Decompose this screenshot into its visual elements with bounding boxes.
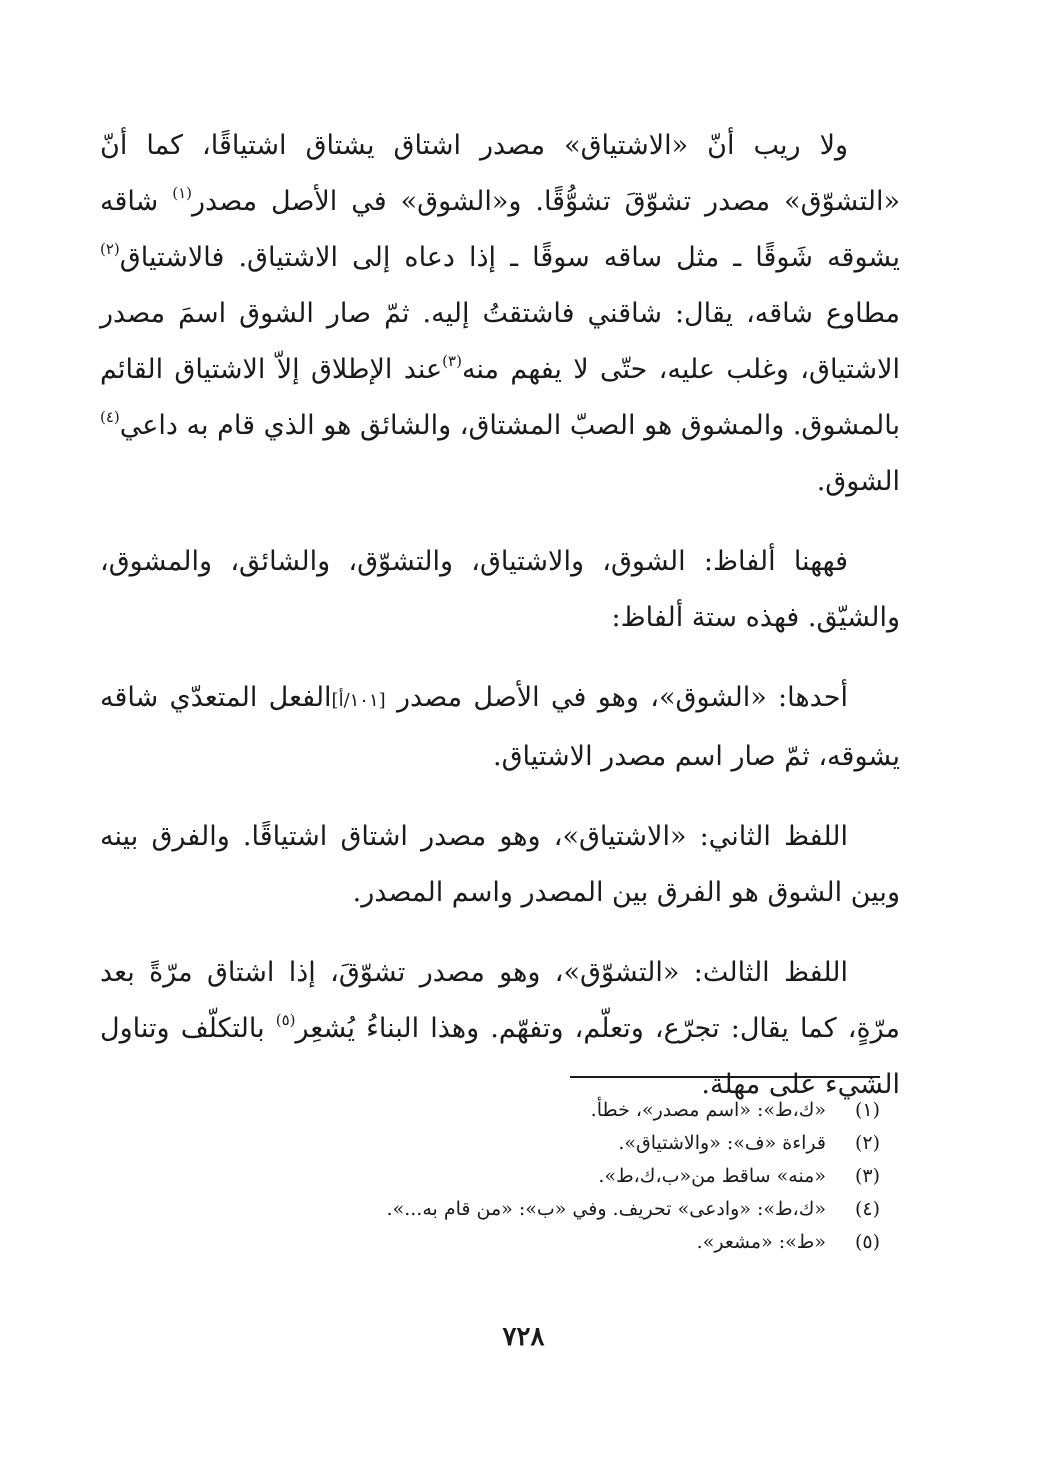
- manuscript-folio-marker: [١٠١/أ]: [331, 690, 386, 711]
- footnote-3: [200, 1160, 880, 1193]
- main-text: [100, 118, 900, 1137]
- footnote-text: «ك،ط»: «اسم مصدر»، خطأ.: [590, 1099, 826, 1121]
- footnote-2: [200, 1127, 880, 1160]
- footnote-text: قراءة «ف»: «والاشتياق».: [618, 1132, 826, 1154]
- text-run: اللفظ الثاني: «الاشتياق»، وهو مصدر اشتاق اشتياقًا. والفرق بينه وبين الشوق هو الفرق بين المصدر واسم المصدر.: [100, 821, 900, 908]
- text-run: مطاوع شاقه، يقال: شاقني فاشتقتُ إليه. ثمّ صار الشوق اسمَ مصدر الاشتياق، وغلب عليه، حتّى لا يفهم منه: [100, 298, 900, 385]
- footnote-4: [200, 1193, 880, 1226]
- page-number: ٧٢٨: [502, 1322, 545, 1352]
- text-run: عند الإطلاق إلاّ الاشتياق القائم بالمشوق. والمشوق هو الصبّ المشتاق، والشائق هو الذي قام به داعي: [100, 354, 900, 441]
- footnote-1: [200, 1094, 880, 1127]
- paragraph-3: [100, 670, 900, 785]
- text-run: شاقه يشوقه شَوقًا ـ مثل ساقه سوقًا ـ إذا دعاه إلى الاشتياق. فالاشتياق: [100, 186, 900, 273]
- text-run: أحدها: «الشوق»، وهو في الأصل مصدر: [385, 682, 848, 713]
- footnote-ref: (٢): [100, 240, 120, 258]
- footnote-number: (٣): [854, 1165, 880, 1187]
- footnotes: [200, 1094, 880, 1259]
- footnote-separator: [570, 1076, 880, 1078]
- text-run: فههنا ألفاظ: الشوق، والاشتياق، والتشوّق، والشائق، والمشوق، والشيّق. فهذه ستة ألفاظ:: [100, 546, 900, 633]
- text-run: ولا ريب أنّ «الاشتياق» مصدر اشتاق يشتاق اشتياقًا، كما أنّ «التشوّق» مصدر تشوّقَ تشوُّقًا. و«الشوق» في الأصل مصدر: [100, 130, 900, 217]
- text-run: بالتكلّف وتناول الشيء على مهلة.: [100, 1013, 900, 1100]
- footnote-number: (٥): [854, 1231, 880, 1253]
- text-run: اللفظ الثالث: «التشوّق»، وهو مصدر تشوّقَ، إذا اشتاق مرّةً بعد مرّةٍ، كما يقال: تجرّع، وتعلّم، وتفهّم. وهذا البناءُ يُشعِر: [100, 957, 900, 1044]
- footnote-number: (٤): [854, 1198, 880, 1220]
- footnote-text: «منه» ساقط من«ب،ك،ط».: [598, 1165, 826, 1187]
- footnote-ref: (٤): [100, 408, 120, 426]
- footnote-text: «ط»: «مشعر».: [696, 1231, 826, 1253]
- text-run: الفعل المتعدّي شاقه يشوقه، ثمّ صار اسم مصدر الاشتياق.: [100, 682, 900, 772]
- footnote-ref: (٥): [275, 1011, 296, 1029]
- footnote-number: (١): [854, 1099, 880, 1121]
- footnote-ref: (١): [172, 184, 192, 202]
- footnote-5: [200, 1226, 880, 1259]
- paragraph-5: [100, 945, 900, 1113]
- footnote-ref: (٣): [442, 352, 462, 370]
- footnote-number: (٢): [854, 1132, 880, 1154]
- paragraph-1: [100, 118, 900, 510]
- text-run: الشوق.: [816, 466, 900, 497]
- footnote-text: «ك،ط»: «وادعى» تحريف. وفي «ب»: «من قام به...».: [386, 1198, 826, 1220]
- paragraph-4: [100, 809, 900, 921]
- paragraph-2: [100, 534, 900, 646]
